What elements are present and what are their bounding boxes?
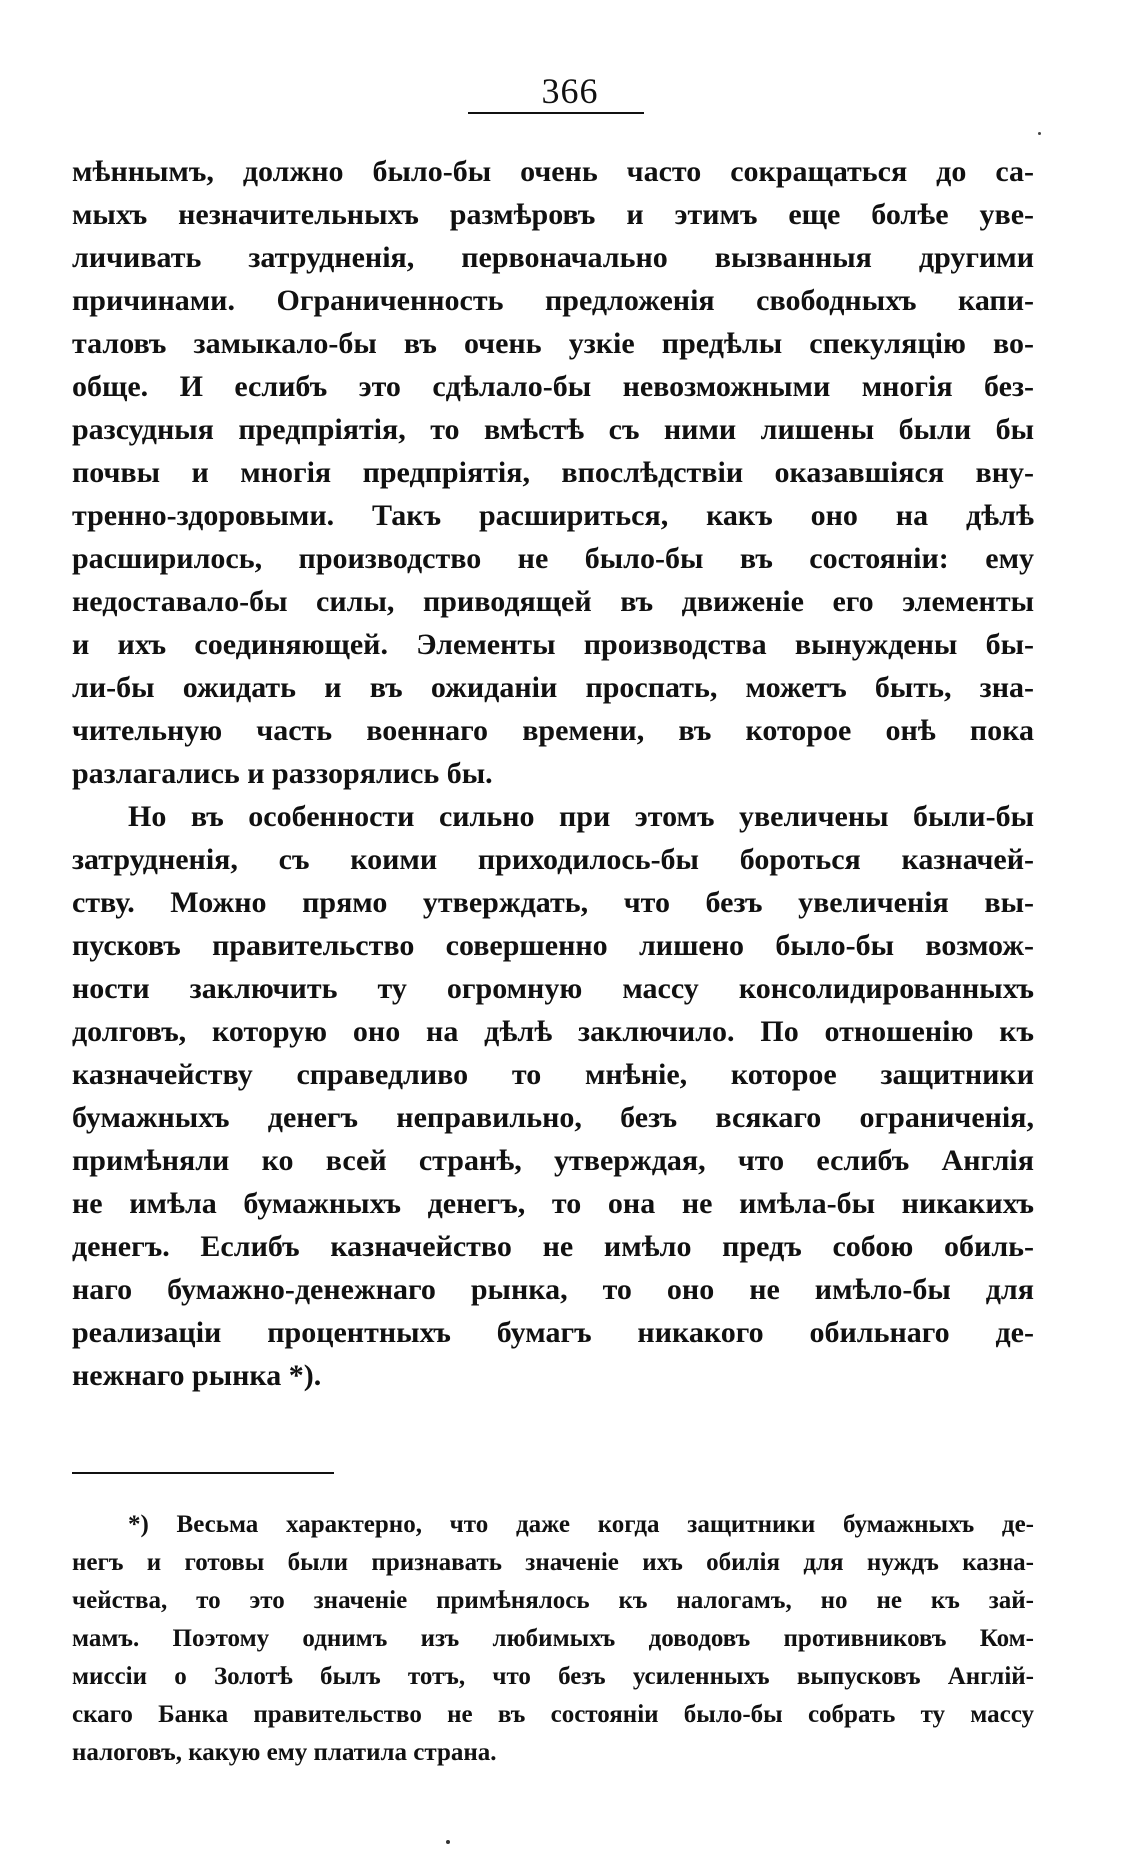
- text-line: примѣняли ко всей странѣ, утверждая, что еслибъ Англія: [72, 1144, 1034, 1177]
- text-line: денегъ. Еслибъ казначейство не имѣло предъ собою обиль-: [72, 1230, 1034, 1263]
- page-number: 366: [541, 71, 599, 111]
- footnote-line: *) Весьма характерно, что даже когда защитники бумажныхъ де-: [128, 1511, 1034, 1538]
- text-line: личивать затрудненія, первоначально вызванныя другими: [72, 241, 1034, 274]
- text-line: ности заключить ту огромную массу консолидированныхъ: [72, 972, 1034, 1005]
- footnote-line: чейства, то это значеніе примѣнялось къ налогамъ, но не къ зай-: [72, 1587, 1034, 1614]
- text-line: Но въ особенности сильно при этомъ увеличены были-бы: [128, 800, 1034, 833]
- text-line: ству. Можно прямо утверждать, что безъ увеличенія вы-: [72, 886, 1034, 919]
- text-line: тренно-здоровыми. Такъ расшириться, какъ оно на дѣлѣ: [72, 499, 1034, 532]
- text-line: наго бумажно-денежнаго рынка, то оно не имѣло-бы для: [72, 1273, 1034, 1306]
- text-line: обще. И еслибъ это сдѣлало-бы невозможными многія без-: [72, 370, 1034, 403]
- text-line: не имѣла бумажныхъ денегъ, то она не имѣла-бы никакихъ: [72, 1187, 1034, 1220]
- text-line: мыхъ незначительныхъ размѣровъ и этимъ еще болѣе уве-: [72, 198, 1034, 231]
- footnote-line: скаго Банка правительство не въ состояніи было-бы собрать ту массу: [72, 1701, 1034, 1728]
- page-number-rule: [468, 112, 644, 114]
- text-line: причинами. Ограниченность предложенія свободныхъ капи-: [72, 284, 1034, 317]
- footnote-line: негъ и готовы были признавать значеніе ихъ обилія для нуждъ казна-: [72, 1549, 1034, 1576]
- paragraph-2: [72, 795, 1034, 1397]
- speck-mark: [446, 1840, 450, 1844]
- paragraph-1: [72, 150, 1034, 795]
- text-line: недоставало-бы силы, приводящей въ движеніе его элементы: [72, 585, 1034, 618]
- text-line: разлагались и раззорялись бы.: [72, 757, 493, 790]
- footnote-line: миссіи о Золотѣ былъ тотъ, что безъ усиленныхъ выпусковъ Англій-: [72, 1663, 1034, 1690]
- text-line: расширилось, производство не было-бы въ состояніи: ему: [72, 542, 1034, 575]
- footnote-line: мамъ. Поэтому однимъ изъ любимыхъ доводовъ противниковъ Ком-: [72, 1625, 1034, 1652]
- text-line: чительную часть военнаго времени, въ которое онѣ пока: [72, 714, 1034, 747]
- text-line: пусковъ правительство совершенно лишено было-бы возмож-: [72, 929, 1034, 962]
- text-line: таловъ замыкало-бы въ очень узкіе предѣлы спекуляцію во-: [72, 327, 1034, 360]
- text-line: и ихъ соединяющей. Элементы производства вынуждены бы-: [72, 628, 1034, 661]
- footnote-separator: [72, 1472, 334, 1474]
- text-line: разсудныя предпріятія, то вмѣстѣ съ ними лишены были бы: [72, 413, 1034, 446]
- text-line: долговъ, которую оно на дѣлѣ заключило. По отношенію къ: [72, 1015, 1034, 1048]
- main-text: [72, 150, 1034, 1397]
- text-line: мѣннымъ, должно было-бы очень часто сокращаться до са-: [72, 155, 1034, 188]
- speck-mark: [1038, 132, 1041, 135]
- text-line: бумажныхъ денегъ неправильно, безъ всякаго ограниченія,: [72, 1101, 1034, 1134]
- text-line: почвы и многія предпріятія, впослѣдствіи оказавшіяся вну-: [72, 456, 1034, 489]
- text-line: ли-бы ожидать и въ ожиданіи проспать, можетъ быть, зна-: [72, 671, 1034, 704]
- footnote-line: налоговъ, какую ему платила страна.: [72, 1739, 497, 1766]
- text-line: затрудненія, съ коими приходилось-бы бороться казначей-: [72, 843, 1034, 876]
- footnote: [72, 1506, 1034, 1772]
- text-line: реализаціи процентныхъ бумагъ никакого обильнаго де-: [72, 1316, 1034, 1349]
- text-line: казначейству справедливо то мнѣніе, которое защитники: [72, 1058, 1034, 1091]
- text-line: нежнаго рынка *).: [72, 1359, 322, 1392]
